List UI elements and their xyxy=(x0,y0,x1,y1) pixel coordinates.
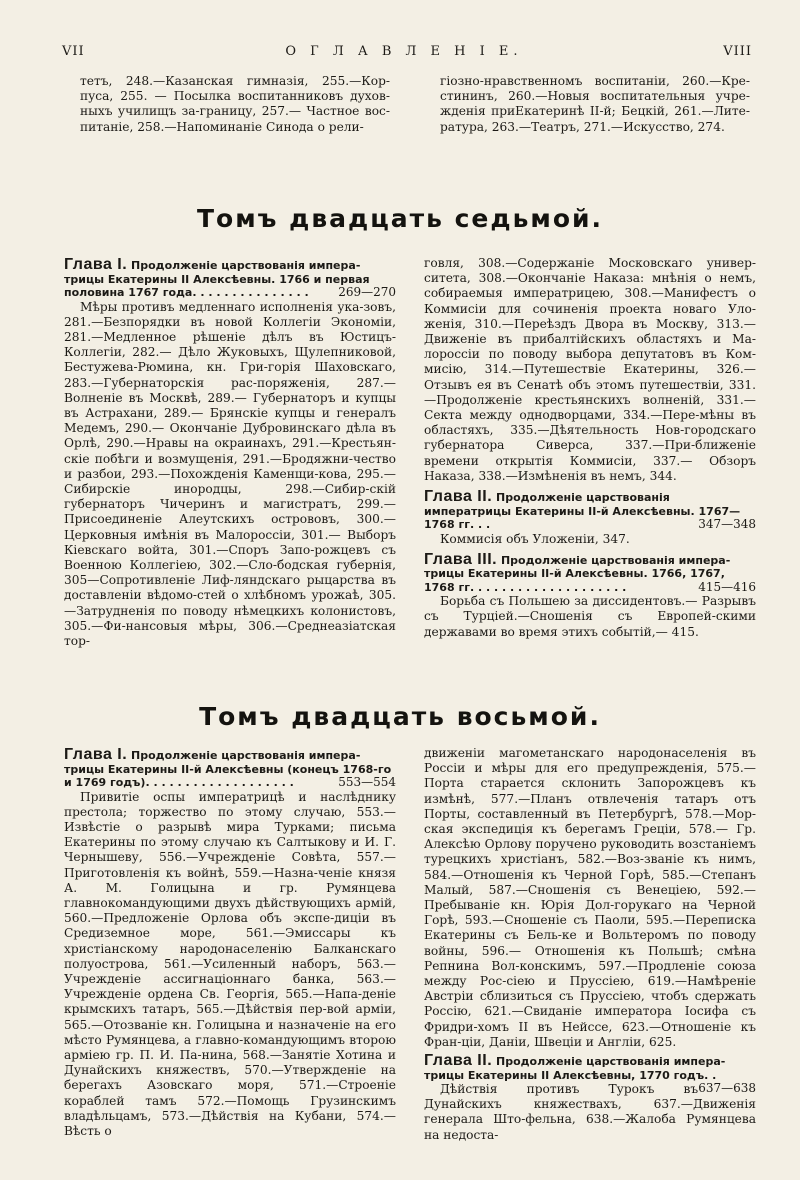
chapter-title: Продолженіе царствованія импера-трицы Екатерины II Алексѣевны, 1770 годъ. . xyxy=(424,1055,726,1082)
chapter-entry xyxy=(424,550,756,640)
left-page-number: VII xyxy=(62,44,85,59)
continued-text-right: гіозно-нравственномъ воспитаніи, 260.—Кре-стининъ, 260.—Новыя воспитательныя учре-жденія приЕкатеринѣ II-й; Бецкій, 261.—Лите-ратура, 263.—Театръ, 271.—Искусство, 274. xyxy=(440,74,750,134)
right-page-number: VIII xyxy=(723,44,752,59)
chapter-summary: Дѣйствія противъ Турокъ въ Дунайскихъ княжествахъ, 637.—Движенія генерала Што-фельна, 638.—Жалоба Румянцева на недоста- xyxy=(424,1082,756,1142)
chapter-summary: Коммисія объ Уложеніи, 347. xyxy=(440,531,630,546)
vol28-right-column xyxy=(424,746,756,1143)
running-head xyxy=(62,44,752,59)
chapter-summary: Привитіе оспы императрицѣ и наслѣднику престола; торжество по этому случаю, 553.— Извѣстіе о разрывѣ мира Турками; письма Екатерины по этому случаю къ Салтыкову и И. Г. Чернышеву, 556.—Учрежденіе Совѣта, 557.—Приготовленія къ войнѣ, 559.—Назна-ченіе князя А. М. Голицына и гр. Румянцева главнокомандующими двухъ дѣйствующихъ армій, 560.—Предложеніе Орлова объ экспе-диціи въ Средиземное море, 561.—Эмиссары къ христіанскому народонаселенію Балканскаго полуострова, 561.—Усиленный наборъ, 563.— Учрежденіе ассигнаціоннаго банка, 563.— Учрежденіе ордена Св. Георгія, 565.—Напа-деніе крымскихъ татаръ, 565.—Дѣйствія пер-вой арміи, 565.—Отозваніе кн. Голицына и назначеніе на его мѣсто Румянцева, а главно-командующимъ второю арміею гр. П. И. Па-нина, 568.—Занятіе Хотина и Дунайскихъ княжествъ, 570.—Утвержденіе на берегахъ Азовскаго моря, 571.—Строеніе кораблей тамъ 572.—Помощь Грузинскимъ владѣльцамъ, 573.—Дѣйствія на Кубани, 574.—Вѣсть о xyxy=(64,789,396,1138)
chapter-number: Глава II. xyxy=(424,1052,493,1070)
chapter-heading xyxy=(424,1052,756,1096)
chapter-entry xyxy=(64,748,396,1139)
chapter-pages: 637—638 xyxy=(698,1081,756,1096)
chapter-heading xyxy=(424,490,756,532)
chapter-heading xyxy=(424,550,756,595)
top-left-column xyxy=(80,74,390,135)
chapter-summary: Борьба съ Польшею за диссидентовъ.— Разрывъ съ Турціей.—Сношенія съ Европей-скими державами во время этихъ событій,— 415. xyxy=(424,594,756,639)
chapter-title: Продолженіе царствованія импера-трицы Екатерины II Алексѣевны. 1766 и первая половина 1767 года. . . . . . . . . . . . . . . xyxy=(64,259,370,299)
chapter-number: Глава II. xyxy=(424,488,493,506)
vol28-left-column xyxy=(64,746,396,1139)
chapter-heading xyxy=(64,748,396,790)
chapter-summary: Мѣры противъ медленнаго исполненія ука-зовъ, 281.—Безпорядки въ новой Коллегіи Экономіи, 281.—Медленное рѣшеніе дѣлъ въ Юстицъ-Коллегіи, 282.— Дѣло Жуковыхъ, Щулепниковой, Бестужева-Рюмина, кн. Гри-горія Шаховскаго, 283.—Губернаторскія рас-поряженія, 287.—Волненіе въ Москвѣ, 289.— Губернаторъ и купцы въ Астрахани, 289.— Брянскіе купцы и генералъ Медемъ, 290.— Окончаніе Дубровинскаго дѣла въ Орлѣ, 290.—Нравы на окраинахъ, 291.—Крестьян-скіе побѣги и возмущенія, 291.—Бродяжни-чество и разбои, 293.—Похожденія Каменщи-кова, 295.—Сибирскіе инородцы, 298.—Сибир-скій губернаторъ Чичеринъ и магистратъ, 299.—Присоединеніе Алеутскихъ острововъ, 300.—Церковныя имѣнія въ Малороссіи, 301.— Выборъ Кіевскаго войта, 301.—Споръ Запо-рожцевъ съ Военною Коллегіею, 302.—Сло-бодская губернія, 305—Сопротивленіе Лиф-ляндскаго рыцарства въ доставленіи вѣдомо-стей о хлѣбномъ урожаѣ, 305.—Затрудненія по поводу нѣмецкихъ колонистовъ, 305.—Фи-нансовыя мѣры, 306.—Среднеазіатская тор- xyxy=(64,299,396,648)
chapter-summary-continued: движеніи магометанскаго народонаселенія въ Россіи и мѣры для его предупрежденія, 575.— Порта старается склонить Запорожцевъ къ измѣнѣ, 577.—Планъ отвлеченія татаръ отъ Порты, составленный въ Петербургѣ, 578.—Мор-ская экспедиція къ берегамъ Греціи, 578.— Гр. Алексѣю Орлову поручено руководить возстаніемъ турецкихъ христіанъ, 582.—Воз-званіе къ нимъ, 584.—Отношенія къ Черной Горѣ, 585.—Степанъ Малый, 587.—Сношенія съ Венеціею, 592.—Пребываніе кн. Юрія Дол-горукаго на Черной Горѣ, 593.—Сношеніе съ Паоли, 595.—Переписка Екатерины съ Бель-ке и Вольтеромъ по поводу войны, 596.— Отношенія къ Польшѣ; смѣна Репнина Вол-конскимъ, 597.—Продленіе союза между Рос-сіею и Пруссіею, 619.—Намѣреніе Австріи сблизиться съ Пруссіею, чтобъ сдержать Россію, 621.—Свиданіе императора Іосифа съ Фридри-хомъ II въ Нейссе, 623.—Отношеніе къ Фран-ціи, Даніи, Швеціи и Англіи, 625. xyxy=(424,746,756,1049)
chapter-pages: 553—554 xyxy=(338,775,396,789)
chapter-heading xyxy=(64,258,396,300)
chapter-title: Продолженіе царствованія императрицы Екатерины II-й Алексѣевны. 1767—1768 гг. . . xyxy=(424,491,741,532)
chapter-number: Глава III. xyxy=(424,550,498,568)
vol27-left-column xyxy=(64,256,396,649)
page-title: О Г Л А В Л Е Н І Е. xyxy=(285,44,523,59)
volume-heading-28: Томъ двадцать восьмой. xyxy=(199,702,601,731)
chapter-number: Глава I. xyxy=(64,256,128,273)
chapter-pages: 415—416 xyxy=(698,579,756,594)
chapter-title: Продолженіе царствованія импера-трицы Екатерины II-й Алексѣевны. 1766, 1767, 1768 гг. . . . . . . . . . . . . . . . . . . . xyxy=(424,553,731,594)
chapter-entry xyxy=(424,490,756,547)
vol27-right-column xyxy=(424,256,756,640)
chapter-summary-continued: говля, 308.—Содержаніе Московскаго универ-ситета, 308.—Окончаніе Наказа: мнѣнія о немъ, собираемыя императрицею, 308.—Манифестъ о Коммисіи для сочиненія проекта новаго Уло-женія, 310.—Переѣздъ Двора въ Москву, 313.— Движеніе въ прибалтійскихъ областяхъ и Ма-лороссіи по поводу выбора депутатовъ въ Ком-мисію, 314.—Путешествіе Екатерины, 326.— Отзывъ ея въ Сенатѣ объ этомъ путешествіи, 331.—Продолженіе крестьянскихъ волненій, 331.—Секта между однодворцами, 334.—Пере-мѣны въ областяхъ, 335.—Дѣятельность Нов-городскаго губернатора Сиверса, 337.—При-ближеніе времени открытія Коммисіи, 337.— Обзоръ Наказа, 338.—Измѣненія въ немъ, 344. xyxy=(424,256,756,483)
chapter-entry xyxy=(424,1054,756,1143)
chapter-entry xyxy=(64,258,396,649)
volume-heading-27: Томъ двадцать седьмой. xyxy=(196,204,604,233)
chapter-pages: 269—270 xyxy=(338,285,396,299)
chapter-pages: 347—348 xyxy=(698,517,756,532)
chapter-number: Глава I. xyxy=(64,746,128,763)
continued-text-left: тетъ, 248.—Казанская гимназія, 255.—Кор-пуса, 255. — Посылка воспитанниковъ духов-ныхъ училищъ за-границу, 257.— Частное вос-питаніе, 258.—Напоминаніе Синода о рели- xyxy=(80,74,390,134)
top-right-column xyxy=(440,74,750,135)
chapter-title: Продолженіе царствованія импера-трицы Екатерины II-й Алексѣевны (конецъ 1768-го и 1769 годъ). . . . . . . . . . . . . . . . . . . xyxy=(64,749,392,789)
